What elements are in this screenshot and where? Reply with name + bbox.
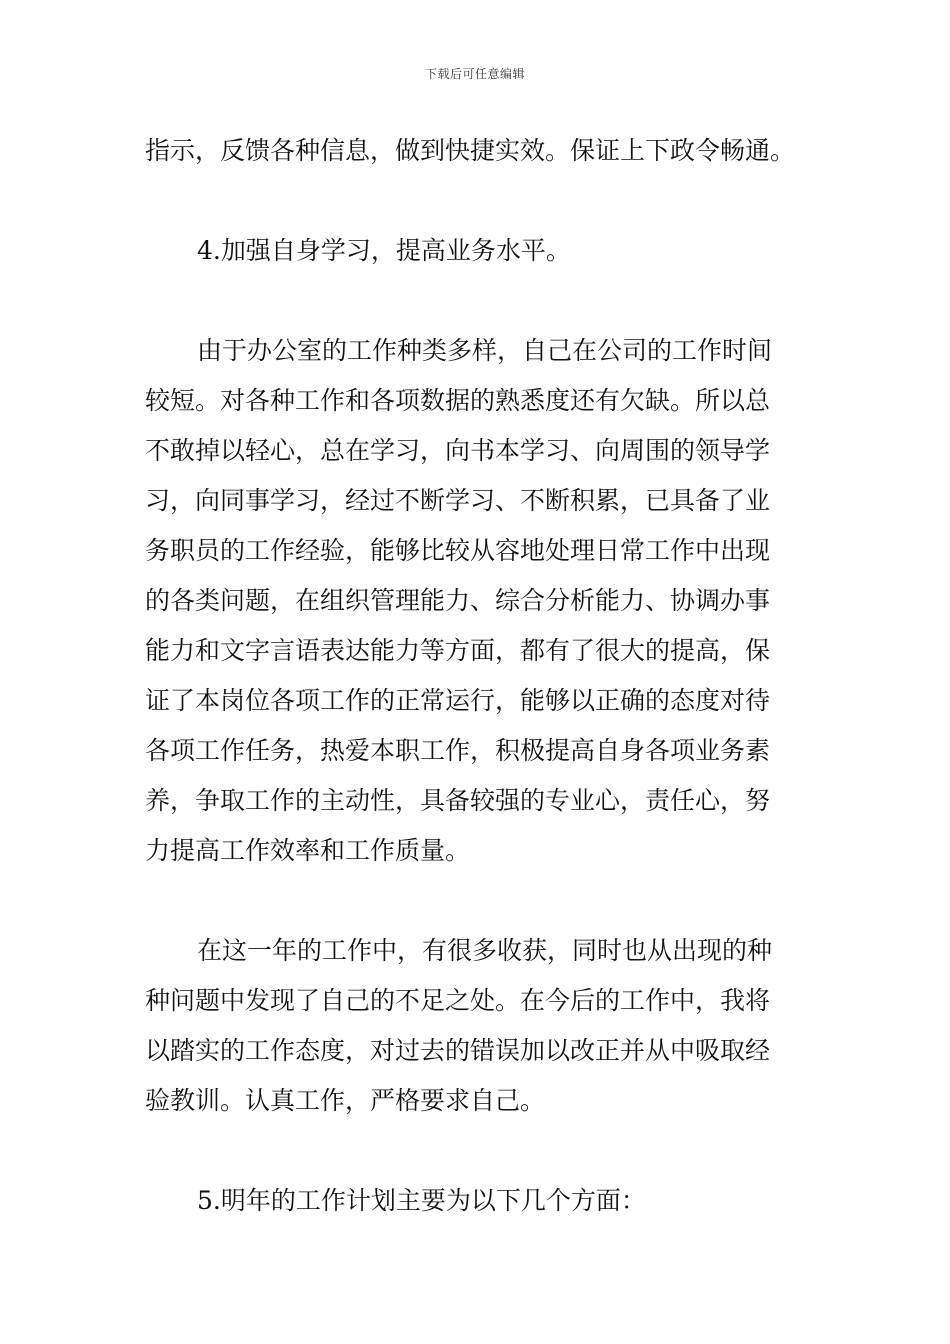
paragraph-gap — [145, 176, 810, 226]
text-line: 能力和文字言语表达能力等方面，都有了很大的提高，保 — [145, 636, 771, 665]
text-line: 在这一年的工作中，有很多收获，同时也从出现的种 — [197, 936, 773, 965]
paragraph-gap — [145, 876, 810, 926]
section-heading-5: 5.明年的工作计划主要为以下几个方面： — [197, 1186, 646, 1215]
text-line: 养，争取工作的主动性，具备较强的专业心，责任心，努 — [145, 786, 771, 815]
text-line: 证了本岗位各项工作的正常运行，能够以正确的态度对待 — [145, 686, 771, 715]
text-line: 各项工作任务，热爱本职工作，积极提高自身各项业务素 — [145, 736, 771, 765]
text-line: 以踏实的工作态度，对过去的错误加以改正并从中吸取经 — [145, 1036, 771, 1065]
text-line: 较短。对各种工作和各项数据的熟悉度还有欠缺。所以总 — [145, 386, 771, 415]
paragraph-study — [145, 326, 810, 876]
header-note: 下载后可任意编辑 — [424, 67, 525, 81]
text-line: 指示，反馈各种信息，做到快捷实效。保证上下政令畅通。 — [145, 136, 796, 165]
text-line: 力提高工作效率和工作质量。 — [145, 836, 471, 865]
document-body — [145, 126, 810, 1226]
paragraph-continuation — [145, 126, 810, 176]
text-line: 由于办公室的工作种类多样，自己在公司的工作时间 — [197, 336, 773, 365]
text-line: 务职员的工作经验，能够比较从容地处理日常工作中出现 — [145, 536, 771, 565]
section-heading-4: 4.加强自身学习，提高业务水平。 — [197, 236, 571, 265]
text-line: 不敢掉以轻心，总在学习，向书本学习、向周围的领导学 — [145, 436, 771, 465]
text-line: 验教训。认真工作，严格要求自己。 — [145, 1086, 546, 1115]
paragraph-reflection — [145, 926, 810, 1126]
text-line: 种问题中发现了自己的不足之处。在今后的工作中，我将 — [145, 986, 771, 1015]
text-line: 的各类问题，在组织管理能力、综合分析能力、协调办事 — [145, 586, 771, 615]
paragraph-gap — [145, 1126, 810, 1176]
text-line: 习，向同事学习，经过不断学习、不断积累，已具备了业 — [145, 486, 771, 515]
paragraph-gap — [145, 276, 810, 326]
